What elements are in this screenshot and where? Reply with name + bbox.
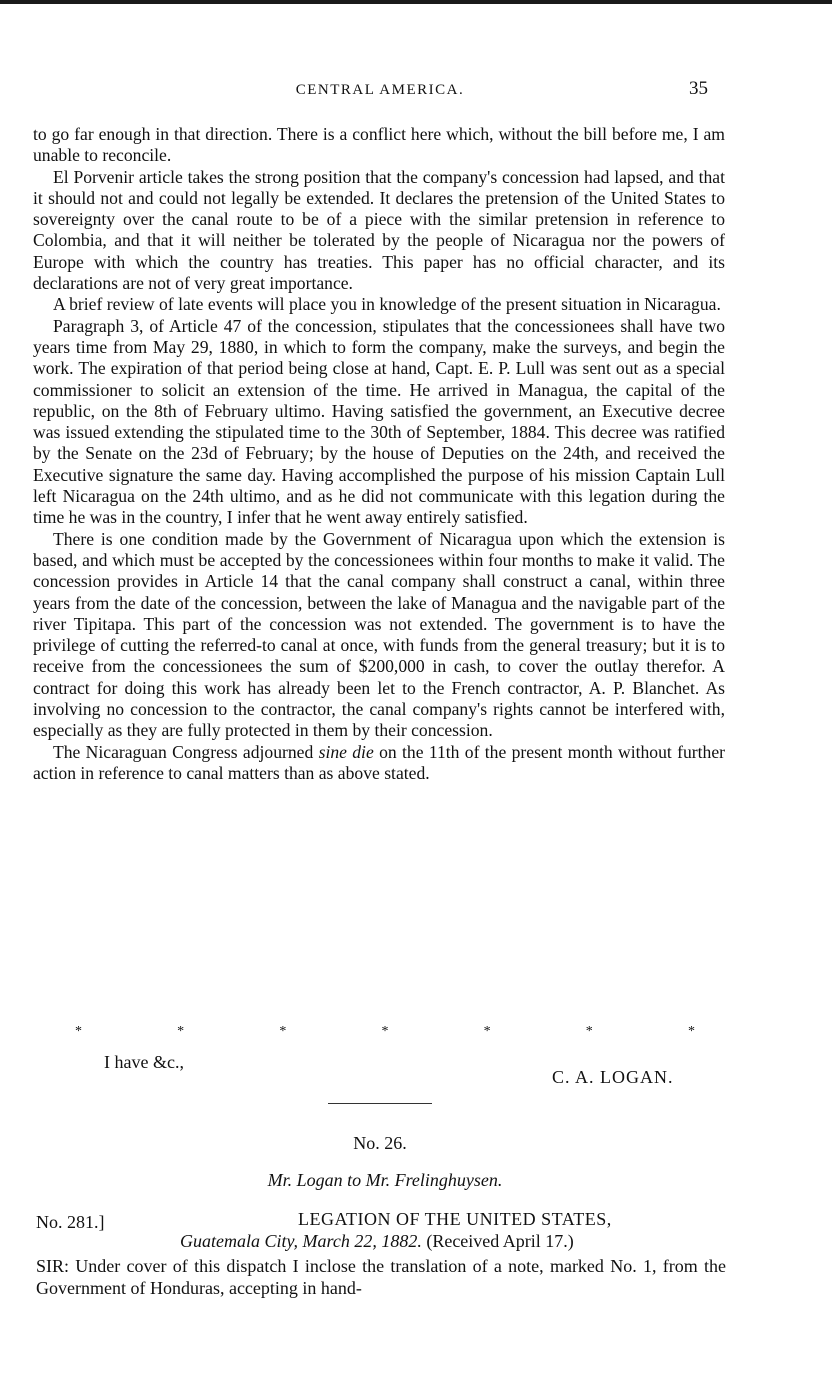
page-number: 35: [689, 78, 708, 99]
running-title: CENTRAL AMERICA.: [295, 82, 465, 98]
closing-line: I have &c.,: [104, 1052, 184, 1072]
received-date: (Received April 17.): [426, 1231, 574, 1251]
star-mark: *: [279, 1024, 287, 1039]
paragraph-text: The Nicaraguan Congress adjourned: [53, 741, 319, 762]
star-mark: *: [585, 1024, 593, 1039]
body-text: [33, 124, 725, 784]
running-head: [0, 78, 832, 104]
paragraph-text: on the 11th of the present month without further action in reference to canal matters than as above stated.: [33, 741, 725, 783]
paragraph: There is one condition made by the Government of Nicaragua upon which the extension is based, and which must be accepted by the concessionees within four months to make it valid. The concession provides in Article 14 that the canal company shall construct a canal, within three years from the date of the concession, between the lake of Managua and the navigable part of the river Tipitapa. This part of the concession was not extended. The government is to have the privilege of cutting the referred-to canal at once, with funds from the general treasury; but it is to receive from the concessionees the sum of $200,000 in cash, to cover the outlay therefor. A contract for doing this work has already been let to the French contractor, A. P. Blanchet. As involving no concession to the contractor, the canal company's rights cannot be interfered with, especially as they are fully protected in them by their concession.: [33, 528, 725, 741]
place-date: Guatemala City, March 22, 1882.: [180, 1231, 422, 1251]
paragraph: El Porvenir article takes the strong position that the company's concession had lapsed, and that it should not and could not legally be extended. It declares the pretension of the United States to sovereignty over the canal route to be of a piece with the similar pretension in reference to Colombia, and that it will neither be tolerated by the people of Nicaragua nor the powers of Europe with which the country has treaties. This paper has no official character, and its declarations are not of very great importance.: [33, 166, 725, 294]
star-mark: *: [177, 1024, 185, 1039]
ellipsis-stars: [75, 1024, 695, 1040]
place-date-line: [180, 1231, 574, 1252]
paragraph: [33, 742, 725, 785]
paragraph: to go far enough in that direction. There is a conflict here which, without the bill before me, I am unable to reconcile.: [33, 124, 725, 166]
document-number: No. 26.: [353, 1133, 407, 1153]
signature: C. A. LOGAN.: [552, 1067, 674, 1087]
paragraph: Paragraph 3, of Article 47 of the concession, stipulates that the concessionees shall have two years time from May 29, 1880, in which to form the company, make the surveys, and begin the work. The expiration of that period being close at hand, Capt. E. P. Lull was sent out as a special commissioner to solicit an extension of the time. He arrived in Managua, the capital of the republic, on the 8th of February ultimo. Having satisfied the government, an Executive decree was issued extending the stipulated time to the 30th of September, 1884. This decree was ratified by the Senate on the 23d of February; by the house of Deputies on the 24th, and received the Executive signature the same day. Having accomplished the purpose of his mission Captain Lull left Nicaragua on the 24th ultimo, and as he did not communicate with this legation during the time he was in the country, I infer that he went away entirely satisfied.: [33, 315, 725, 528]
document-heading: Mr. Logan to Mr. Frelinghuysen.: [267, 1170, 503, 1190]
opening-text: Under cover of this dispatch I inclose the translation of a note, marked No. 1, from the Government of Honduras, accepting in hand-: [36, 1256, 726, 1298]
star-mark: *: [483, 1024, 491, 1039]
salutation: SIR:: [36, 1256, 70, 1276]
letter-opening: [36, 1255, 726, 1299]
legation-line: LEGATION OF THE UNITED STATES,: [298, 1209, 612, 1229]
star-mark: *: [75, 1024, 82, 1039]
paragraph: A brief review of late events will place you in knowledge of the present situation in Nicaragua.: [53, 294, 721, 315]
star-mark: *: [687, 1024, 695, 1039]
section-divider: [328, 1103, 432, 1104]
top-border: [0, 0, 832, 4]
despatch-number: No. 281.]: [36, 1212, 105, 1232]
star-mark: *: [381, 1024, 389, 1039]
italic-phrase: sine die: [318, 741, 374, 762]
